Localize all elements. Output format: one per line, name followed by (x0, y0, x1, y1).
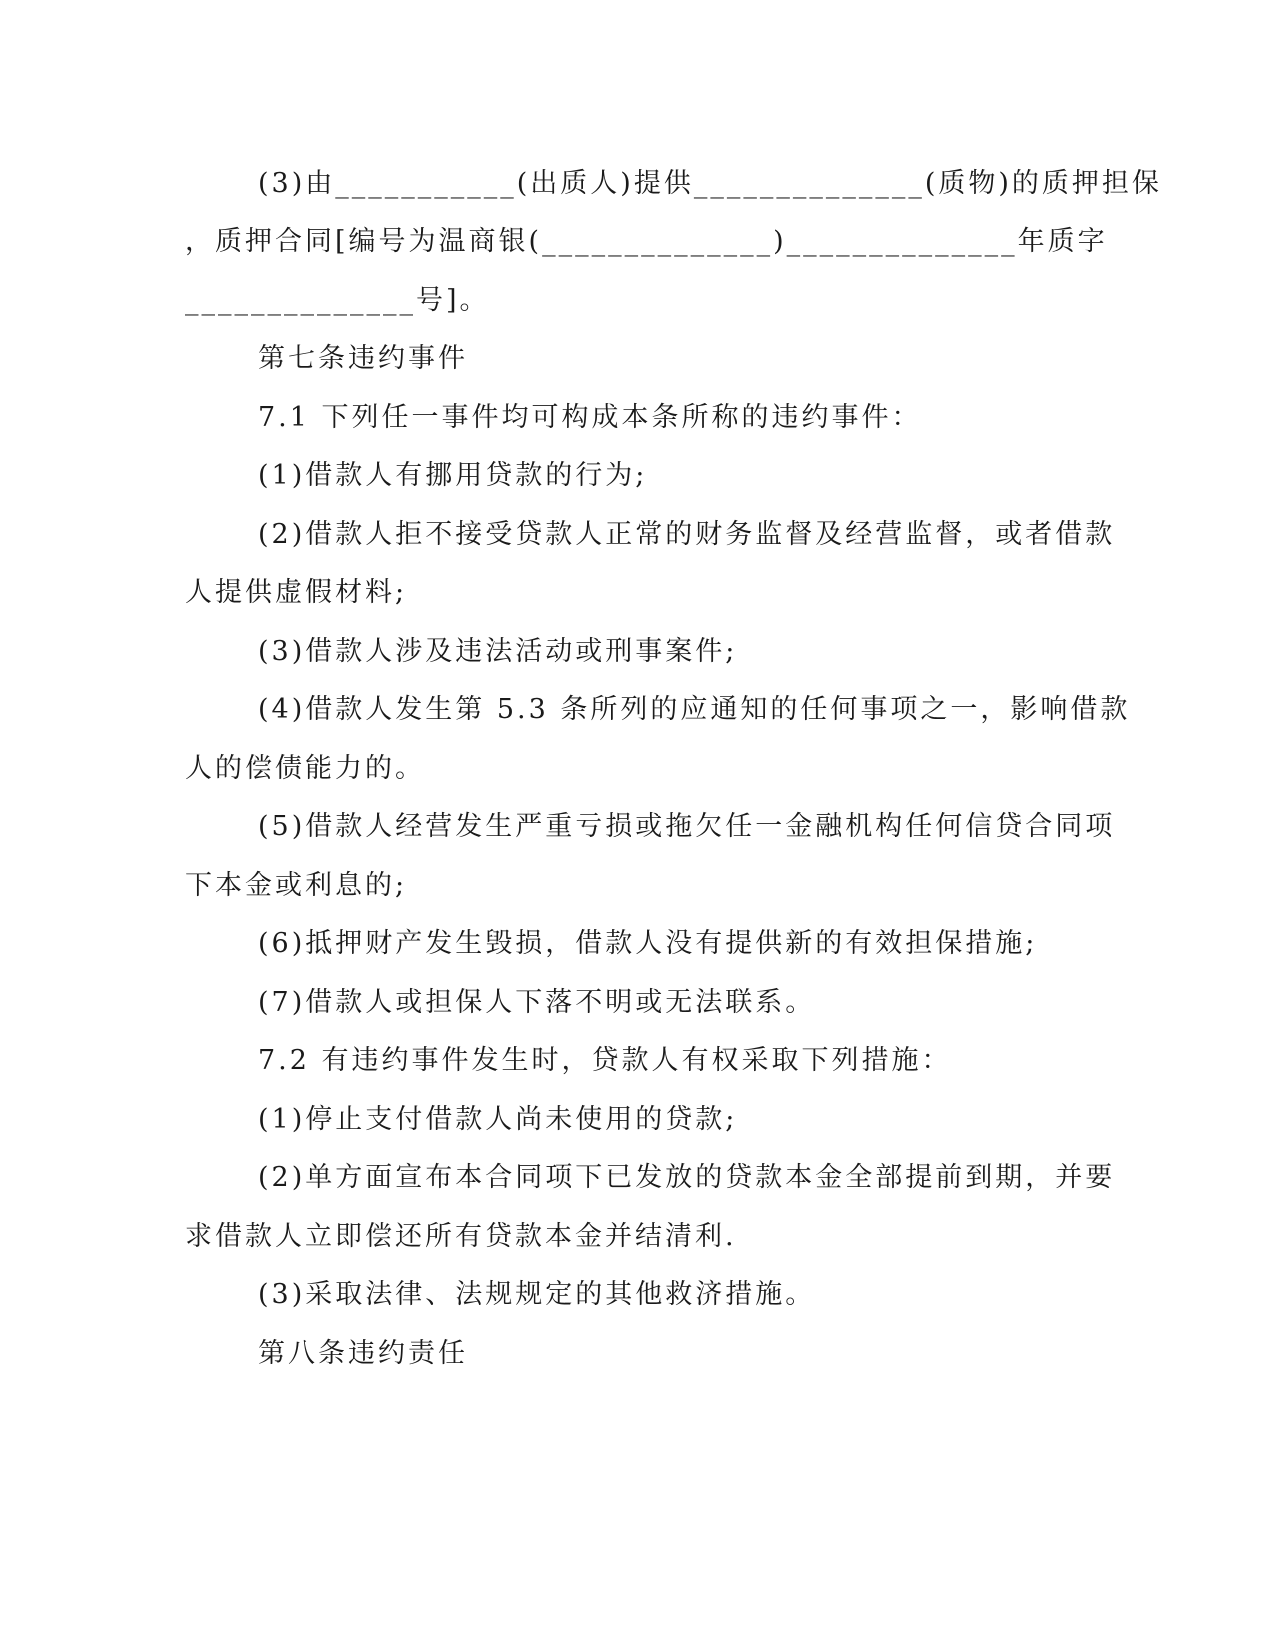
pledge-clause-line-3: ______________号]。 (185, 285, 490, 316)
event-3: (3)借款人涉及违法活动或刑事案件; (258, 636, 738, 667)
clause-7-2: 7.2 有违约事件发生时，贷款人有权采取下列措施： (258, 1045, 952, 1076)
article-7-heading: 第七条违约事件 (258, 343, 468, 374)
pledge-clause-line-1: (3)由___________(出质人)提供______________(质物)的质押担保 (258, 168, 1162, 199)
article-8-heading: 第八条违约责任 (258, 1338, 468, 1369)
event-6: (6)抵押财产发生毁损，借款人没有提供新的有效担保措施; (258, 928, 1038, 959)
event-1: (1)借款人有挪用贷款的行为; (258, 460, 648, 491)
event-2-line-1: (2)借款人拒不接受贷款人正常的财务监督及经营监督，或者借款 (258, 519, 1116, 550)
remedy-2-line-1: (2)单方面宣布本合同项下已发放的贷款本金全部提前到期，并要 (258, 1162, 1116, 1193)
remedy-3: (3)采取法律、法规规定的其他救济措施。 (258, 1279, 816, 1310)
remedy-1: (1)停止支付借款人尚未使用的贷款; (258, 1104, 738, 1135)
event-7: (7)借款人或担保人下落不明或无法联系。 (258, 987, 816, 1018)
event-5-line-1: (5)借款人经营发生严重亏损或拖欠任一金融机构任何信贷合同项 (258, 811, 1116, 842)
remedy-2-line-2: 求借款人立即偿还所有贷款本金并结清利. (185, 1221, 737, 1252)
event-4-line-1: (4)借款人发生第 5.3 条所列的应通知的任何事项之一，影响借款 (258, 694, 1131, 725)
clause-7-1: 7.1 下列任一事件均可构成本条所称的违约事件： (258, 402, 922, 433)
pledge-clause-line-2: ，质押合同[编号为温商银(______________)______________年质字 (185, 226, 1108, 257)
event-4-line-2: 人的偿债能力的。 (185, 753, 425, 784)
event-5-line-2: 下本金或利息的; (185, 870, 408, 901)
event-2-line-2: 人提供虚假材料; (185, 577, 408, 608)
